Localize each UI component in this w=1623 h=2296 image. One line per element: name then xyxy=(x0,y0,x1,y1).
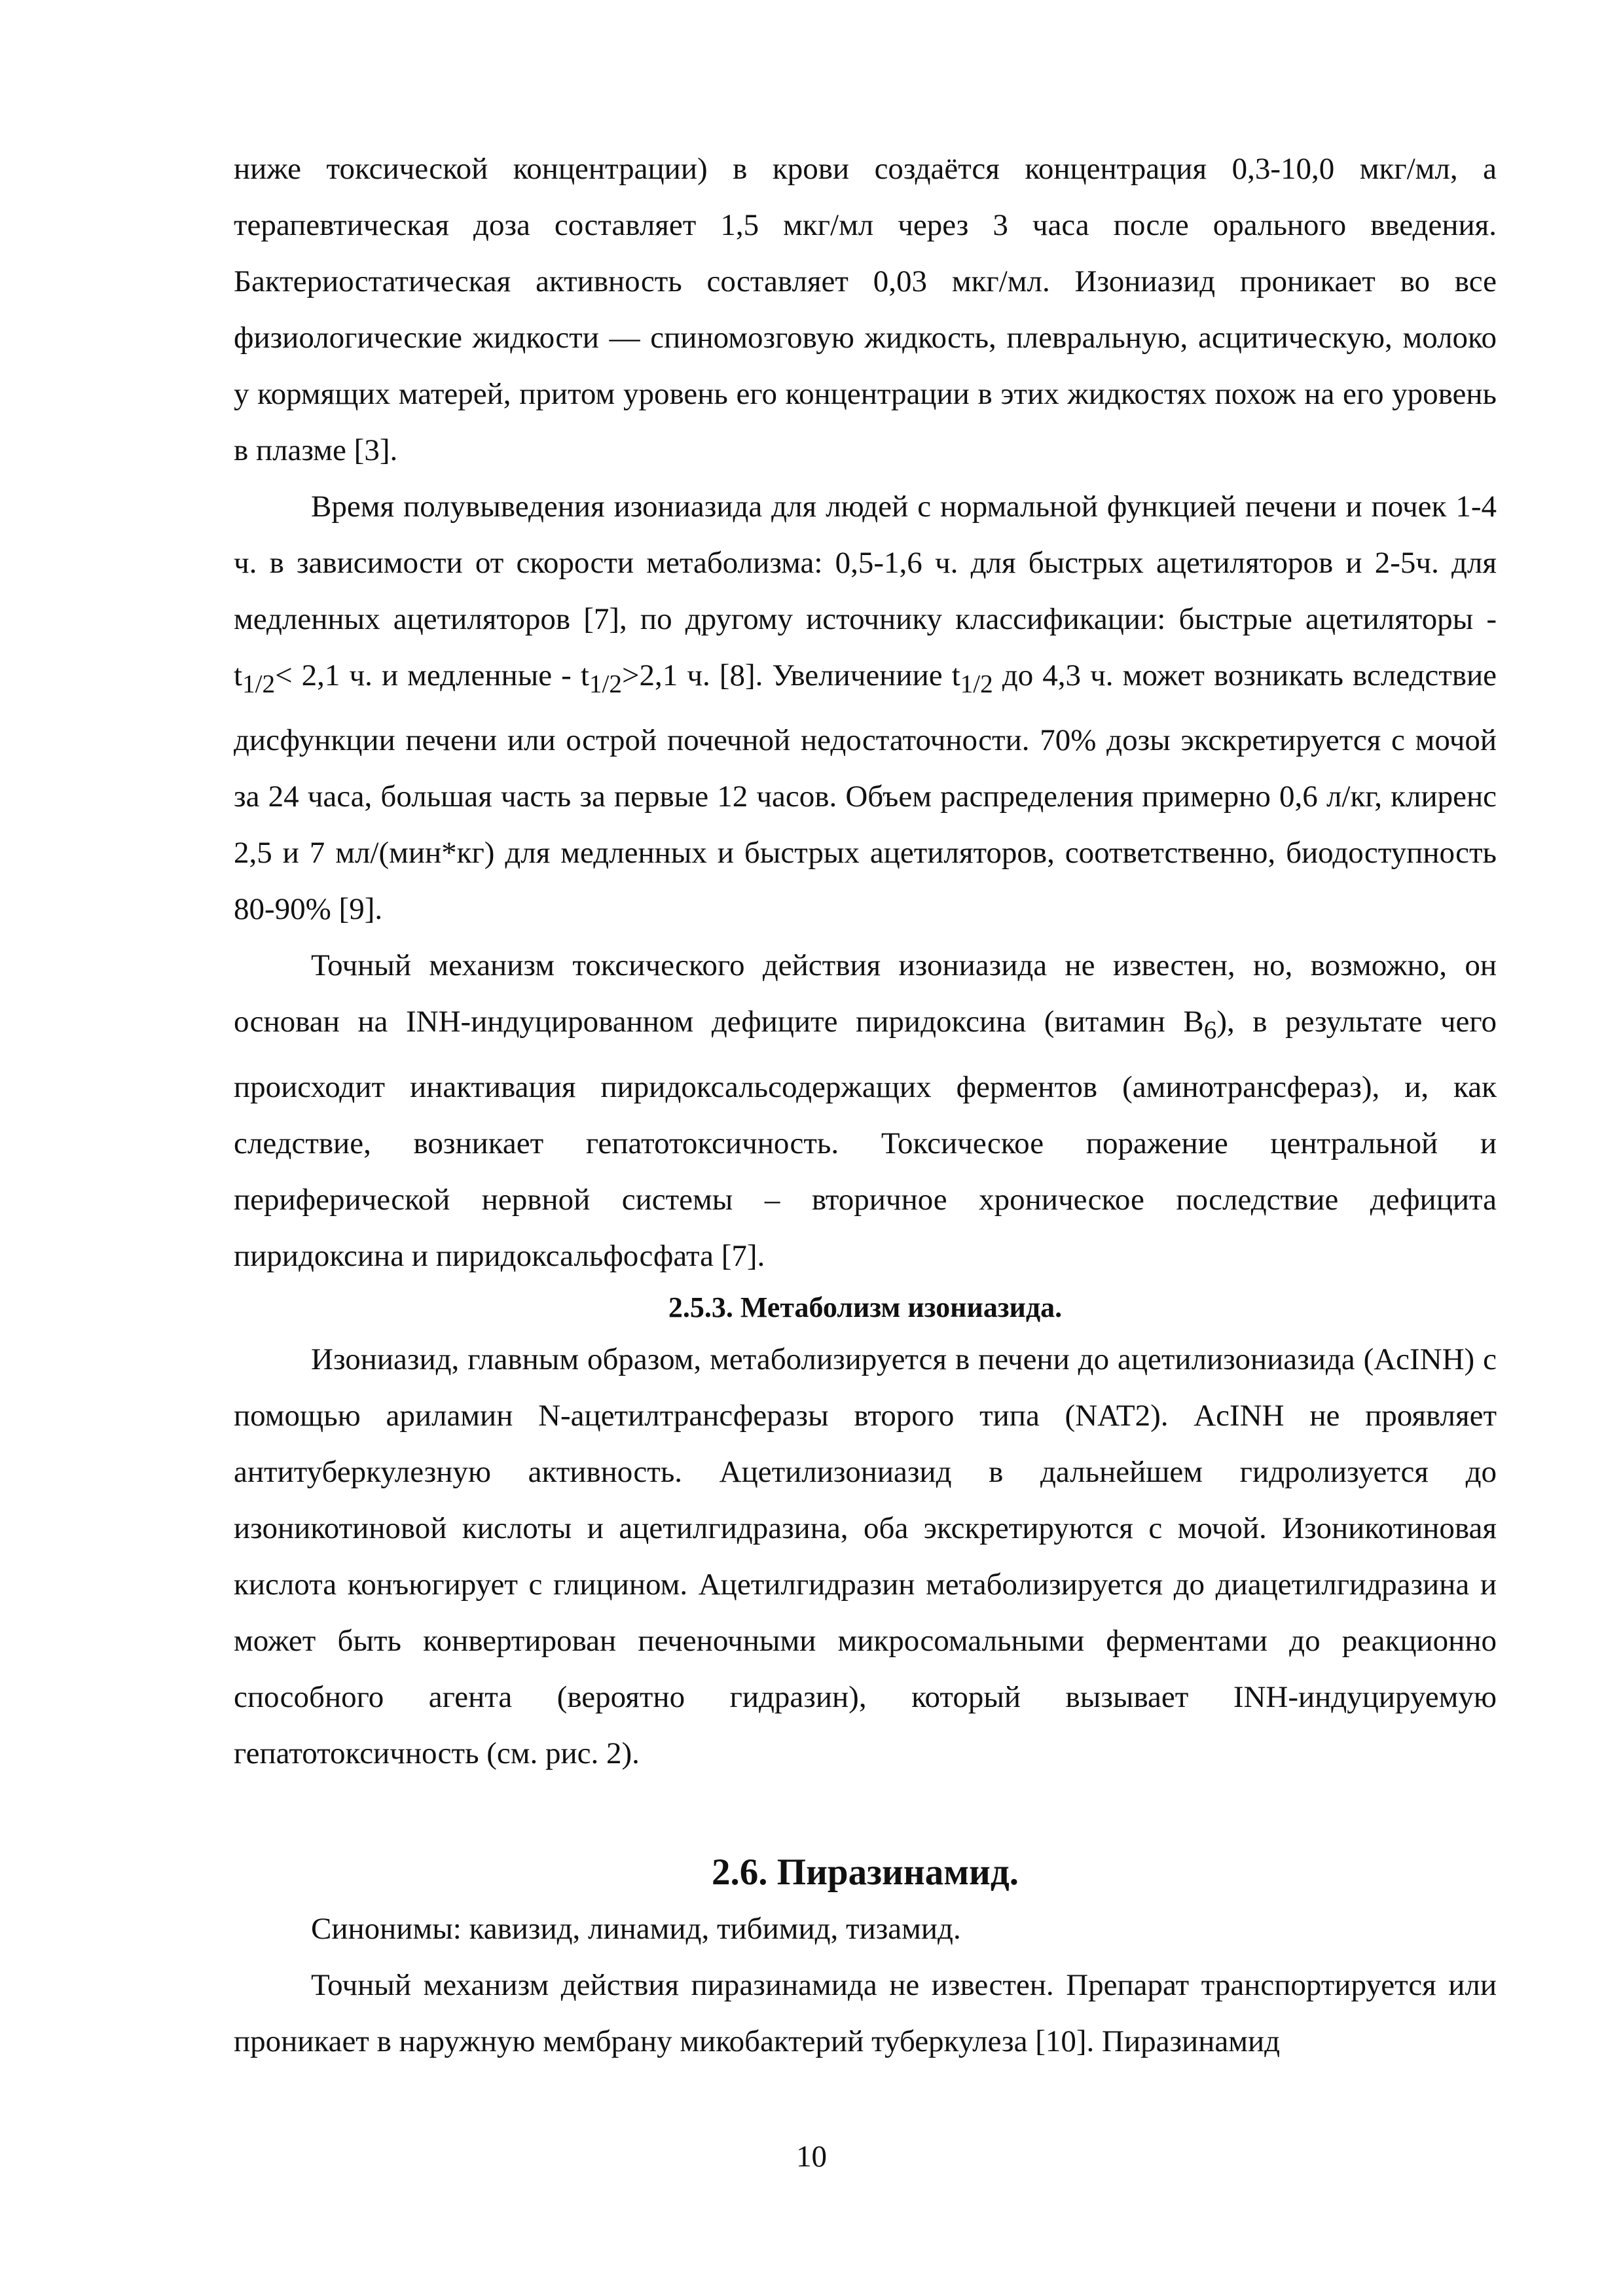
subscript: 6 xyxy=(1203,1016,1217,1045)
document-page xyxy=(234,141,1497,2070)
paragraph-2 xyxy=(234,478,1497,937)
subsection-heading: 2.5.3. Метаболизм изониазида. xyxy=(668,1291,1063,1323)
paragraph-6: Точный механизм действия пиразинамида не известен. Препарат транспортируется или проникает в наружную мембрану микобактерий туберкулеза [10]. Пиразинамид xyxy=(234,1967,1497,2058)
section-heading: 2.6. Пиразинамид. xyxy=(712,1851,1019,1893)
text: Точный механизм токсического действия изониазида не известен, но, возможно, он основан на INH-индуцированном дефиците пиридоксина (витамин B xyxy=(234,948,1497,1039)
text: ), в результате чего происходит инактивация пиридоксальсодержащих ферментов (аминотрансфераз), и, как следствие, возникает гепатотоксичность. Токсическое поражение центральной и периферической нервной системы – вторичное хроническое последствие дефицита пиридоксина и пиридоксальфосфата [7]. xyxy=(234,1005,1497,1273)
text: Время полувыведения изониазида для людей с нормальной функцией печени и почек 1-4 ч. в зависимости от скорости метаболизма: 0,5-1,6 ч. для быстрых ацетиляторов и 2-5ч. для медленных ацетиляторов [7], по другому источнику классификации: быстрые ацетиляторы - t xyxy=(234,490,1497,692)
subscript: 1/2 xyxy=(589,670,623,698)
subscript: 1/2 xyxy=(242,670,276,698)
text: < 2,1 ч. и медленные - t xyxy=(275,658,589,692)
paragraph-3 xyxy=(234,937,1497,1283)
page-number: 10 xyxy=(796,2140,827,2174)
text: >2,1 ч. [8]. Увеличениие t xyxy=(622,658,960,692)
paragraph-4: Изониазид, главным образом, метаболизируется в печени до ацетилизониазида (AcINH) с помощью ариламин N-ацетилтрансферазы второго типа (NAT2). AcINH не проявляет антитуберкулезную активность. Ацетилизониазид в дальнейшем гидролизуется до изоникотиновой кислоты и ацетилгидразина, оба экскретируются с мочой. Изоникотиновая кислота конъюгирует с глицином. Ацетилгидразин метаболизируется до диацетилгидразина и может быть конвертирован печеночными микросомальными ферментами до реакционно способного агента (вероятно гидразин), который вызывает INH-индуцируемую гепатотоксичность (см. рис. 2). xyxy=(234,1342,1497,1770)
subscript: 1/2 xyxy=(960,670,993,698)
paragraph-1: ниже токсической концентрации) в крови создаётся концентрация 0,3-10,0 мкг/мл, а терапевтическая доза составляет 1,5 мкг/мл через 3 часа после орального введения. Бактериостатическая активность составляет 0,03 мкг/мл. Изониазид проникает во все физиологические жидкости — спиномозговую жидкость, плевральную, асцитическую, молоко у кормящих матерей, притом уровень его концентрации в этих жидкостях похож на его уровень в плазме [3]. xyxy=(234,152,1497,467)
text: до 4,3 ч. может возникать вследствие дисфункции печени или острой почечной недостаточности. 70% дозы экскретируется с мочой за 24 часа, большая часть за первые 12 часов. Объем распределения примерно 0,6 л/кг, клиренс 2,5 и 7 мл/(мин*кг) для медленных и быстрых ацетиляторов, соответственно, биодоступность 80-90% [9]. xyxy=(234,658,1497,927)
paragraph-5: Синонимы: кавизид, линамид, тибимид, тизамид. xyxy=(311,1911,961,1946)
